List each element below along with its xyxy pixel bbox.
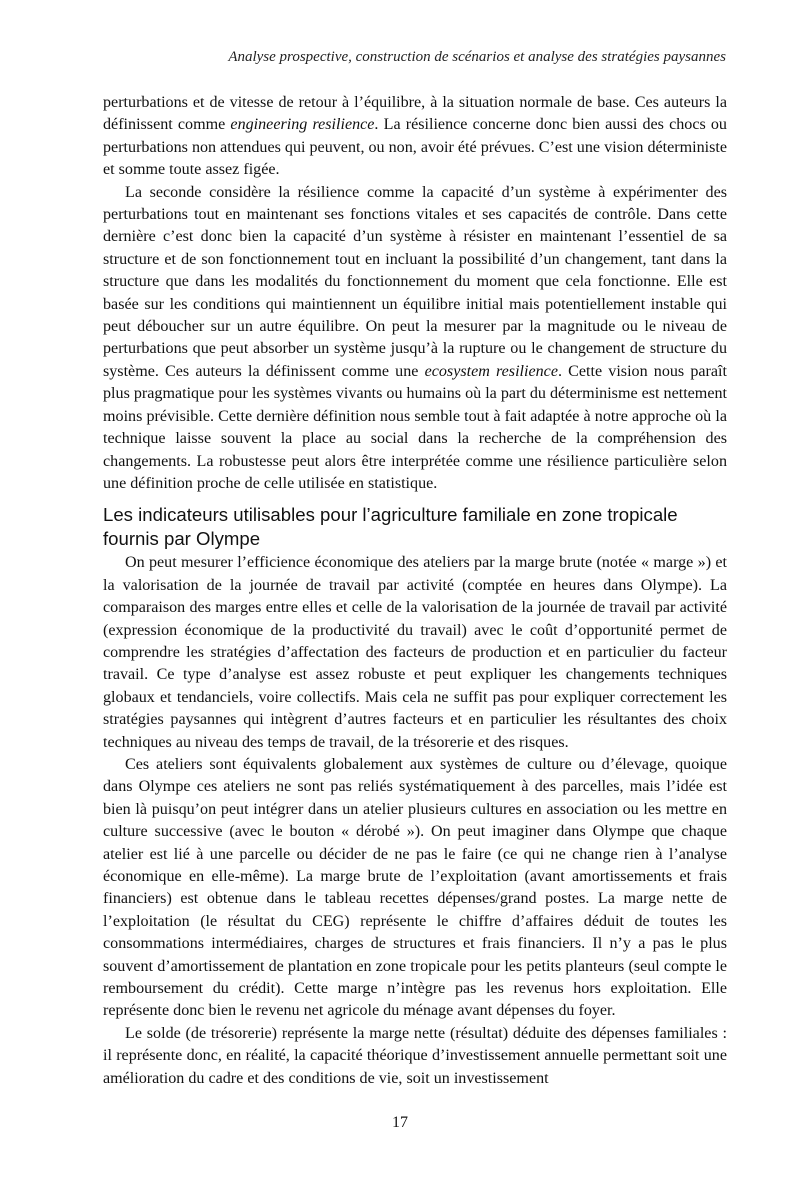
paragraph-text: La seconde considère la résilience comme la capacité d’un système à expérimenter des perturbations tout en maintenant ses fonctions vitales et ses capacités de contrôle. Dans cette dernière c’est donc bien la capacité d’un système à résister en maintenant l’essentiel de sa structure et de son fonctionnement tout en incluant la possibilité d’un changement, tant dans la structure que dans les modalités du fonctionnement du moment que cela fonctionne. Elle est basée sur les conditions qui maintiennent un équilibre initial mais potentiellement instable qui peut déboucher sur un autre équilibre. On peut la mesurer par la magnitude ou le niveau de perturbations que peut absorber un système jusqu’à la rupture ou le changement de structure du système. Ces auteurs la définissent comme une <box>103 183 727 380</box>
page-number: 17 <box>392 1114 408 1131</box>
paragraph <box>103 182 727 496</box>
paragraph-text: . Cette vision nous paraît plus pragmatique pour les systèmes vivants ou humains où la part du déterminisme est nettement moins prévisible. Cette dernière définition nous semble tout à fait adaptée à notre approche où la technique laisse souvent la place au social dans la recherche de la compréhension des changements. La robustesse peut alors être interprétée comme une résilience particulière selon une définition proche de celle utilisée en statistique. <box>103 362 727 492</box>
italic-term: engineering resilience <box>230 116 375 134</box>
running-header: Analyse prospective, construction de scénarios et analyse des stratégies paysannes <box>228 49 726 65</box>
paragraph: Ces ateliers sont équivalents globalement aux systèmes de culture ou d’élevage, quoique dans Olympe ces ateliers ne sont pas reliés systématiquement à des parcelles, mais l’idée est bien là puisqu’on peut intégrer dans un atelier plusieurs cultures en association ou les mettre en culture successive (avec le bouton « dérobé »). On peut imaginer dans Olympe que chaque atelier est lié à une parcelle ou décider de ne pas le faire (ce qui ne change rien à l’analyse économique en elle-même). La marge brute de l’exploitation (avant amortissements et frais financiers) est obtenue dans le tableau recettes dépenses/grand postes. La marge nette de l’exploitation (le résultat du CEG) représente le chiffre d’affaires déduit de toutes les consommations intermédiaires, charges de structures et frais financiers. Il n’y a pas le plus souvent d’amortissement de plantation en zone tropicale pour les petits planteurs (seul compte le remboursement du crédit). Cette marge n’intègre pas les revenus hors exploitation. Elle représente donc bien le revenu net agricole du ménage avant dépenses du foyer. <box>103 755 727 1020</box>
italic-term: ecosystem resilience <box>424 362 558 380</box>
section-heading: Les indicateurs utilisables pour l’agriculture familiale en zone tropicale fournis par Olympe <box>103 504 678 550</box>
paragraph: On peut mesurer l’efficience économique des ateliers par la marge brute (notée « marge ») et la valorisation de la journée de travail par activité (comptée en heures dans Olympe). La comparaison des marges entre elles et celle de la valorisation de la journée de travail par activité (expression économique de la productivité du travail) avec le coût d’opportunité permet de comprendre les stratégies d’affectation des facteurs de production et en particulier du facteur travail. Ce type d’analyse est assez robuste et peut expliquer les changements techniques globaux et tendanciels, voire collectifs. Mais cela ne suffit pas pour expliquer correctement les stratégies paysannes qui intègrent d’autres facteurs et en particulier les résultantes des choix techniques au niveau des temps de travail, de la trésorerie et des risques. <box>103 554 727 751</box>
paragraph <box>103 92 727 182</box>
paragraph-text: perturbations et de vitesse de retour à l’équilibre, à la situation normale de base. Ces auteurs la définissent comme <box>103 94 727 134</box>
page-body <box>103 92 727 1090</box>
paragraph: Le solde (de trésorerie) représente la marge nette (résultat) déduite des dépenses familiales : il représente donc, en réalité, la capacité théorique d’investissement annuelle permettant soit une amélioration du cadre et des conditions de vie, soit un investissement <box>103 1024 727 1087</box>
paragraph-text: . La résilience concerne donc bien aussi des chocs ou perturbations non attendues qui peuvent, ou non, avoir été prévues. C’est une vision déterministe et somme toute assez figée. <box>103 116 727 179</box>
